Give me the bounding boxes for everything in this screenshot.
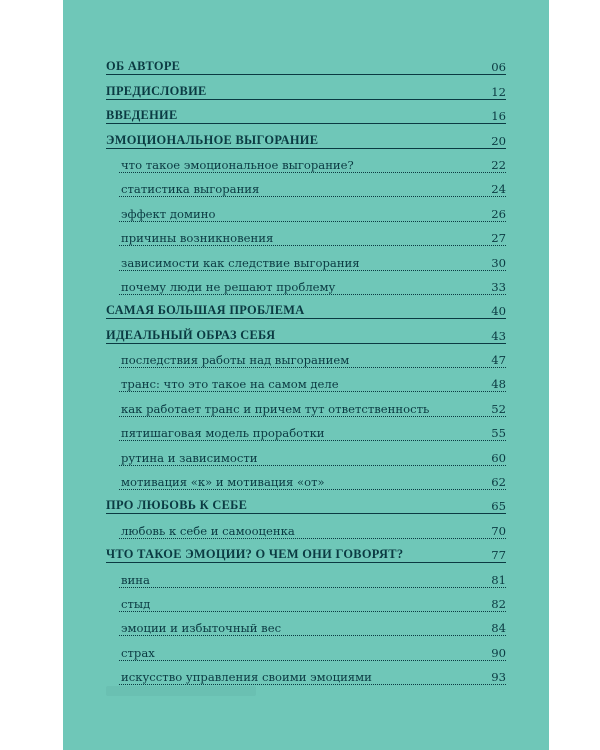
toc-section-entry [106, 198, 506, 222]
toc-entry-title: вина [121, 572, 150, 587]
toc-entry-title: причины возникновения [121, 231, 274, 246]
toc-section-entry [106, 637, 506, 661]
toc-entry-page-number: 27 [491, 231, 506, 246]
toc-entry-page-number: 55 [491, 426, 506, 441]
toc-entry-title: ЭМОЦИОНАЛЬНОЕ ВЫГОРАНИЕ [106, 132, 319, 147]
toc-entry-title: эмоции и избыточный вес [121, 621, 282, 636]
toc-entry-page-number: 62 [491, 475, 506, 490]
toc-entry-page-number: 70 [491, 523, 506, 538]
toc-entry-page-number: 48 [491, 377, 506, 392]
toc-entry-page-number: 60 [491, 450, 506, 465]
toc-section-entry [106, 515, 506, 539]
toc-entry-title: страх [121, 645, 155, 660]
toc-entry-title: ИДЕАЛЬНЫЙ ОБРАЗ СЕБЯ [106, 327, 276, 342]
toc-entry-page-number: 93 [491, 670, 506, 685]
toc-entry-title: ПРО ЛЮБОВЬ К СЕБЕ [106, 498, 248, 513]
toc-chapter-entry [106, 52, 506, 76]
toc-section-entry [106, 467, 506, 491]
toc-entry-title: последствия работы над выгоранием [121, 353, 350, 368]
toc-entry-title: транс: что это такое на самом деле [121, 377, 339, 392]
toc-chapter-entry [106, 296, 506, 320]
toc-entry-title: ВВЕДЕНИЕ [106, 108, 178, 123]
toc-entry-title: зависимости как следствие выгорания [121, 255, 360, 270]
toc-entry-page-number: 20 [491, 133, 506, 148]
toc-entry-page-number: 47 [491, 353, 506, 368]
toc-entry-page-number: 12 [491, 84, 506, 99]
toc-entry-title: САМАЯ БОЛЬШАЯ ПРОБЛЕМА [106, 303, 305, 318]
toc-section-entry [106, 223, 506, 247]
toc-section-entry [106, 393, 506, 417]
toc-entry-page-number: 06 [491, 60, 506, 75]
toc-entry-page-number: 22 [491, 157, 506, 172]
toc-section-entry [106, 174, 506, 198]
toc-section-entry [106, 564, 506, 588]
toc-entry-page-number: 16 [491, 109, 506, 124]
toc-chapter-entry [106, 320, 506, 344]
toc-section-entry [106, 589, 506, 613]
toc-entry-title: ПРЕДИСЛОВИЕ [106, 83, 207, 98]
toc-entry-title: как работает транс и причем тут ответственность [121, 401, 430, 416]
toc-entry-page-number: 43 [491, 328, 506, 343]
toc-entry-title: стыд [121, 596, 151, 611]
toc-entry-page-number: 84 [491, 621, 506, 636]
toc-entry-page-number: 40 [491, 304, 506, 319]
toc-entry-page-number: 30 [491, 255, 506, 270]
toc-section-entry [106, 247, 506, 271]
book-page [63, 0, 549, 750]
toc-entry-page-number: 26 [491, 206, 506, 221]
toc-entry-page-number: 90 [491, 645, 506, 660]
toc-entry-title: ОБ АВТОРЕ [106, 59, 181, 74]
toc-entry-title: почему люди не решают проблему [121, 279, 336, 294]
toc-entry-page-number: 81 [491, 572, 506, 587]
toc-entry-title: эффект домино [121, 206, 216, 221]
toc-entry-page-number: 33 [491, 279, 506, 294]
bleed-through-text [106, 686, 256, 696]
toc-entry-title: что такое эмоциональное выгорание? [121, 157, 354, 172]
toc-chapter-entry [106, 76, 506, 100]
toc-chapter-entry [106, 491, 506, 515]
toc-chapter-entry [106, 125, 506, 149]
toc-entry-page-number: 24 [491, 182, 506, 197]
toc-entry-title: искусство управления своими эмоциями [121, 670, 372, 685]
toc-entry-page-number: 52 [491, 401, 506, 416]
toc-entry-title: любовь к себе и самооценка [121, 523, 295, 538]
toc-entry-title: ЧТО ТАКОЕ ЭМОЦИИ? О ЧЕМ ОНИ ГОВОРЯТ? [106, 547, 404, 562]
toc-entry-title: пятишаговая модель проработки [121, 426, 325, 441]
table-of-contents [106, 52, 506, 686]
toc-section-entry [106, 442, 506, 466]
toc-section-entry [106, 613, 506, 637]
toc-chapter-entry [106, 101, 506, 125]
toc-section-entry [106, 345, 506, 369]
toc-entry-page-number: 82 [491, 596, 506, 611]
toc-entry-title: рутина и зависимости [121, 450, 258, 465]
toc-entry-title: мотивация «к» и мотивация «от» [121, 475, 325, 490]
toc-section-entry [106, 272, 506, 296]
toc-entry-page-number: 65 [491, 499, 506, 514]
toc-section-entry [106, 150, 506, 174]
toc-section-entry [106, 369, 506, 393]
toc-section-entry [106, 662, 506, 686]
toc-chapter-entry [106, 540, 506, 564]
toc-section-entry [106, 418, 506, 442]
toc-entry-page-number: 77 [491, 548, 506, 563]
toc-entry-title: статистика выгорания [121, 182, 260, 197]
